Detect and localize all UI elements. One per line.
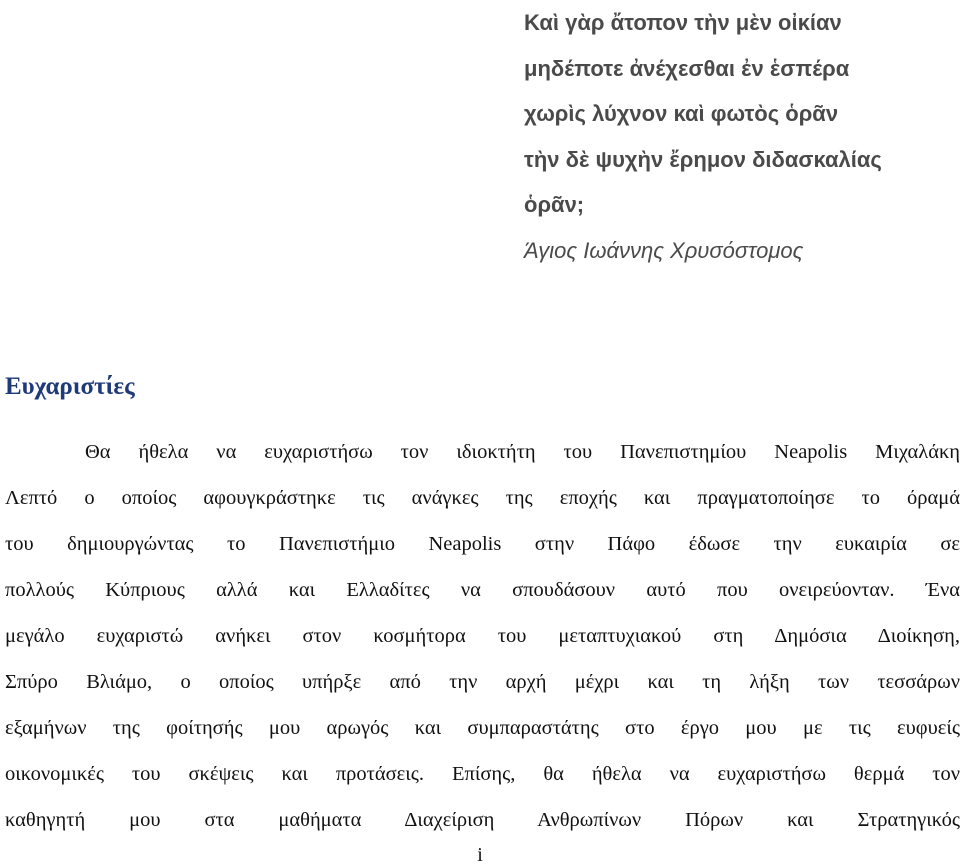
section-title: Ευχαριστίες bbox=[5, 373, 135, 400]
epigraph-author: Άγιος Ιωάννης Χρυσόστομος bbox=[524, 237, 804, 263]
epigraph-line: μηδέποτε ἀνέχεσθαι ἐν ἑσπέρα bbox=[524, 55, 850, 81]
epigraph-line: ὁρᾶν; bbox=[524, 192, 585, 217]
paragraph-line: καθηγητή μου στα μαθήματα Διαχείριση Ανθρωπίνων Πόρων και Στρατηγικός bbox=[5, 809, 960, 831]
paragraph-line: του δημιουργώντας το Πανεπιστήμιο Neapolis στην Πάφο έδωσε την ευκαιρία σε bbox=[5, 533, 960, 555]
paragraph-line: Θα ήθελα να ευχαριστήσω τον ιδιοκτήτη του Πανεπιστημίου Neapolis Μιχαλάκη bbox=[85, 441, 960, 463]
acknowledgements-paragraph bbox=[5, 429, 960, 843]
paragraph-line: εξαμήνων της φοίτησής μου αρωγός και συμπαραστάτης στο έργο μου με τις ευφυείς bbox=[5, 717, 960, 739]
paragraph-line: μεγάλο ευχαριστώ ανήκει στον κοσμήτορα του μεταπτυχιακού στη Δημόσια Διοίκηση, bbox=[5, 625, 960, 647]
page-number: i bbox=[477, 844, 483, 866]
epigraph-quote bbox=[524, 0, 960, 273]
paragraph-line: πολλούς Κύπριους αλλά και Ελλαδίτες να σπουδάσουν αυτό που ονειρεύονταν. Ένα bbox=[5, 579, 960, 601]
paragraph-line: οικονομικές του σκέψεις και προτάσεις. Επίσης, θα ήθελα να ευχαριστήσω θερμά τον bbox=[5, 763, 960, 785]
epigraph-line: Καὶ γὰρ ἄτοπον τὴν μὲν οἰκίαν bbox=[524, 10, 842, 35]
paragraph-line: Σπύρο Βλιάμο, ο οποίος υπήρξε από την αρχή μέχρι και τη λήξη των τεσσάρων bbox=[5, 671, 960, 693]
paragraph-line: Λεπτό ο οποίος αφουγκράστηκε τις ανάγκες της εποχής και πραγματοποίησε το όραμά bbox=[5, 487, 960, 509]
epigraph-line: χωρὶς λύχνον καὶ φωτὸς ὁρᾶν bbox=[524, 101, 839, 126]
epigraph-line: τὴν δὲ ψυχὴν ἔρημον διδασκαλίας bbox=[524, 146, 882, 172]
